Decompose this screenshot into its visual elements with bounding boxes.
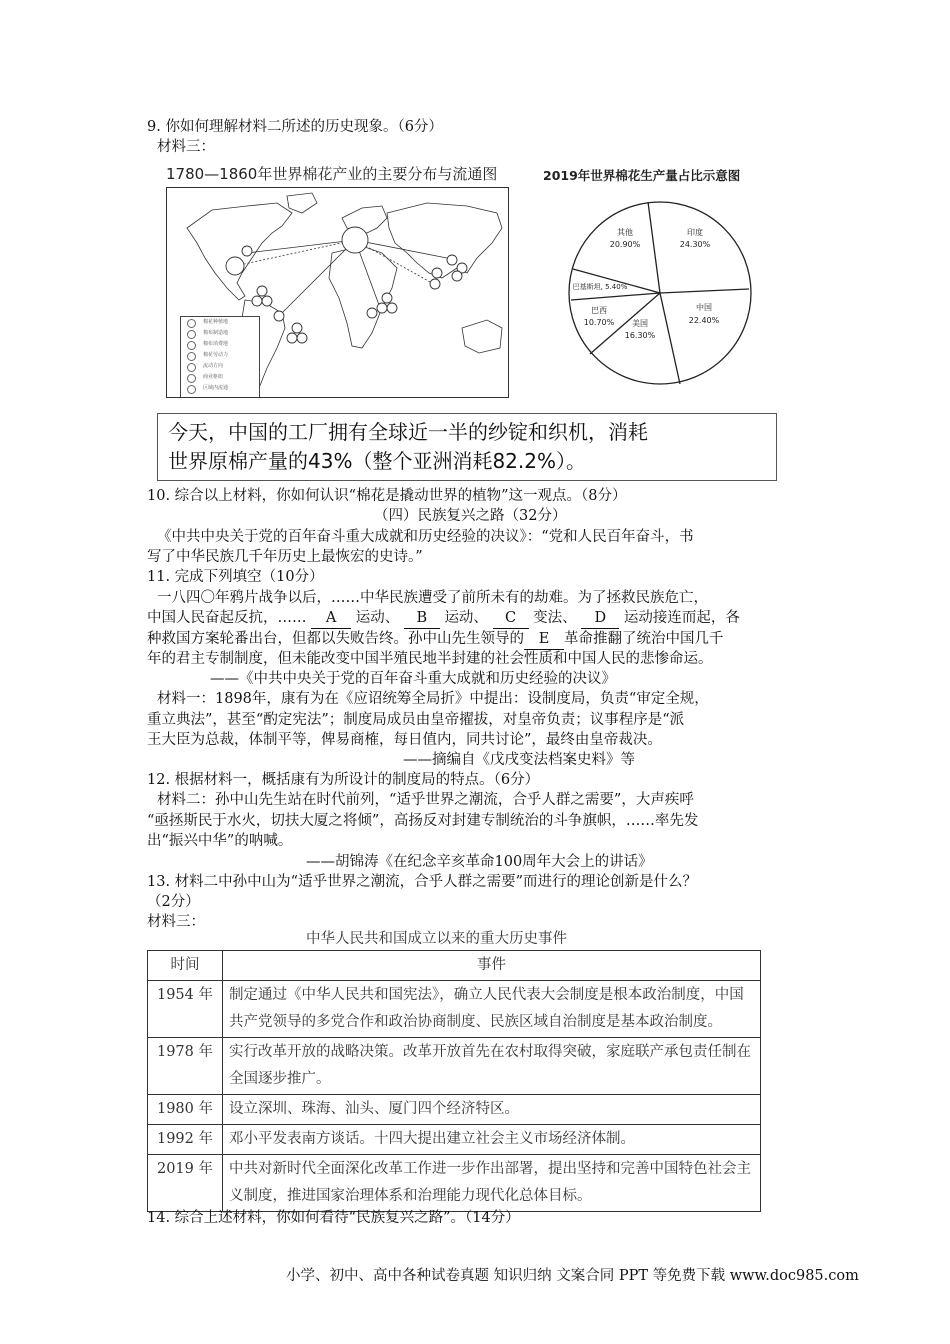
row-year: 1954 年 bbox=[148, 981, 223, 1038]
pie-value-other: 20.90% bbox=[609, 240, 641, 249]
blank-a: A bbox=[311, 608, 351, 629]
pie-chart-title: 2019年世界棉花生产量占比示意图 bbox=[543, 168, 741, 183]
intro-line-2: 写了中华民族几千年历史上最恢宏的史诗。” bbox=[147, 549, 423, 565]
row-year: 1978 年 bbox=[148, 1038, 223, 1095]
pie-chart bbox=[558, 188, 768, 398]
row-event: 设立深圳、珠海、汕头、厦门四个经济特区。 bbox=[223, 1095, 761, 1125]
table-row bbox=[148, 1095, 761, 1125]
material-3-label: 材料三： bbox=[157, 139, 215, 155]
blank-d: D bbox=[581, 608, 619, 629]
material-2-line-2: “亟拯斯民于水火，切扶大厦之将倾”，高扬反对封建专制统治的斗争旗帜，……率先发 bbox=[147, 813, 699, 829]
table-title: 中华人民共和国成立以来的重大历史事件 bbox=[306, 931, 567, 947]
table-row bbox=[148, 1155, 761, 1212]
header-event: 事件 bbox=[223, 951, 761, 981]
legend-item: 流动方向 bbox=[181, 361, 259, 372]
table-header-row bbox=[148, 951, 761, 981]
material-2-line-1: 材料二：孙中山先生站在时代前列，“适乎世界之潮流，合乎人群之需要”，大声疾呼 bbox=[157, 792, 694, 808]
legend-item: 区域内流通 bbox=[181, 383, 259, 394]
pie-value-brazil: 10.70% bbox=[583, 318, 615, 327]
legend-item: 商业枢纽 bbox=[181, 372, 259, 383]
question-13-line-2: （2分） bbox=[147, 894, 200, 910]
question-11-title: 11. 完成下列填空（10分） bbox=[147, 569, 324, 585]
quote-line-1: 今天，中国的工厂拥有全球近一半的纱锭和织机，消耗 bbox=[168, 420, 648, 444]
table-row bbox=[148, 981, 761, 1038]
row-event: 中共对新时代全面深化改革工作进一步作出部署，提出坚持和完善中国特色社会主义制度，推进国家治理体系和治理能力现代化总体目标。 bbox=[223, 1155, 761, 1212]
intro-line-1: 《中共中央关于党的百年奋斗重大成就和历史经验的决议》：“党和人民百年奋斗，书 bbox=[157, 529, 694, 545]
header-time: 时间 bbox=[148, 951, 223, 981]
legend-item: 棉布消费地 bbox=[181, 339, 259, 350]
q11-line-2: 中国人民奋起反抗，…… A 运动、 B 运动、 C 变法、 D 运动接连而起，各 bbox=[147, 608, 740, 629]
question-14: 14. 综合上述材料，你如何看待“民族复兴之路”。（14分） bbox=[147, 1210, 520, 1226]
question-12: 12. 根据材料一，概括康有为所设计的制度局的特点。（6分） bbox=[147, 772, 540, 788]
material-1-source: ——摘编自《戊戌变法档案史料》等 bbox=[403, 752, 635, 768]
question-13-line-1: 13. 材料二中孙中山为“适乎世界之潮流，合乎人群之需要”而进行的理论创新是什么？ bbox=[147, 874, 697, 890]
events-table bbox=[147, 950, 761, 1212]
pie-value-usa: 16.30% bbox=[624, 331, 656, 340]
pie-label-china: 中国 bbox=[696, 303, 712, 312]
row-year: 1992 年 bbox=[148, 1125, 223, 1155]
pie-label-usa: 美国 bbox=[632, 319, 648, 328]
blank-b: B bbox=[404, 608, 440, 629]
pie-label-brazil: 巴西 bbox=[591, 306, 607, 315]
row-event: 邓小平发表南方谈话。十四大提出建立社会主义市场经济体制。 bbox=[223, 1125, 761, 1155]
pie-value-india: 24.30% bbox=[679, 240, 711, 249]
row-event: 制定通过《中华人民共和国宪法》，确立人民代表大会制度是根本政治制度，中国共产党领导的多党合作和政治协商制度、民族区域自治制度是基本政治制度。 bbox=[223, 981, 761, 1038]
pie-label-pakistan: 巴基斯坦, 5.40% bbox=[572, 283, 628, 291]
material-1-line-1: 材料一：1898年，康有为在《应诏统筹全局折》中提出：设制度局，负责“审定全规， bbox=[157, 691, 709, 707]
map-title: 1780—1860年世界棉花产业的主要分布与流通图 bbox=[166, 165, 498, 183]
footer-text: 小学、初中、高中各种试卷真题 知识归纳 文案合同 PPT 等免费下载 www.doc985.com bbox=[286, 1268, 859, 1284]
table-row bbox=[148, 1038, 761, 1095]
pie-label-other: 其他 bbox=[617, 228, 633, 237]
q11-source: ——《中共中央关于党的百年奋斗重大成就和历史经验的决议》 bbox=[210, 671, 616, 687]
q11-line-3: 种救国方案轮番出台，但都以失败告终。孙中山先生领导的 E 革命推翻了统治中国几千 bbox=[147, 629, 724, 650]
material-2-source: ——胡锦涛《在纪念辛亥革命100周年大会上的讲话》 bbox=[306, 854, 653, 870]
quote-box bbox=[157, 413, 777, 481]
pie-value-china: 22.40% bbox=[688, 316, 720, 325]
quote-line-2: 世界原棉产量的43%（整个亚洲消耗82.2%）。 bbox=[168, 449, 586, 473]
material-1-line-3: 王大臣为总裁，体制平等，俾易商榷，每日值内，同共讨论”，最终由皇帝裁决。 bbox=[147, 732, 662, 748]
material-1-line-2: 重立典法”，甚至“酌定宪法”；制度局成员由皇帝擢拔，对皇帝负责；议事程序是“派 bbox=[147, 712, 685, 728]
material-3b-label: 材料三： bbox=[147, 914, 205, 930]
cotton-flow-map bbox=[166, 187, 509, 398]
material-2-line-3: 出“振兴中华”的呐喊。 bbox=[147, 833, 293, 849]
q11-line-1: 一八四〇年鸦片战争以后，……中华民族遭受了前所未有的劫难。为了拯救民族危亡， bbox=[157, 590, 708, 606]
question-9: 9. 你如何理解材料二所述的历史现象。（6分） bbox=[147, 119, 443, 135]
blank-e: E bbox=[524, 629, 564, 650]
row-year: 1980 年 bbox=[148, 1095, 223, 1125]
legend-item: 棉花劳动力 bbox=[181, 350, 259, 361]
map-legend bbox=[180, 316, 260, 398]
legend-item: 棉花种植地 bbox=[181, 317, 259, 328]
blank-c: C bbox=[493, 608, 529, 629]
legend-item: 棉布制造地 bbox=[181, 328, 259, 339]
pie-label-india: 印度 bbox=[687, 228, 703, 237]
q11-line-4: 年的君主专制制度，但未能改变中国半殖民地半封建的社会性质和中国人民的悲惨命运。 bbox=[147, 651, 713, 667]
row-event: 实行改革开放的战略决策。改革开放首先在农村取得突破，家庭联产承包责任制在全国逐步推广。 bbox=[223, 1038, 761, 1095]
question-10: 10. 综合以上材料，你如何认识“棉花是撬动世界的植物”这一观点。（8分） bbox=[147, 488, 627, 504]
section-4-heading: （四）民族复兴之路（32分） bbox=[374, 508, 567, 524]
table-row bbox=[148, 1125, 761, 1155]
row-year: 2019 年 bbox=[148, 1155, 223, 1212]
